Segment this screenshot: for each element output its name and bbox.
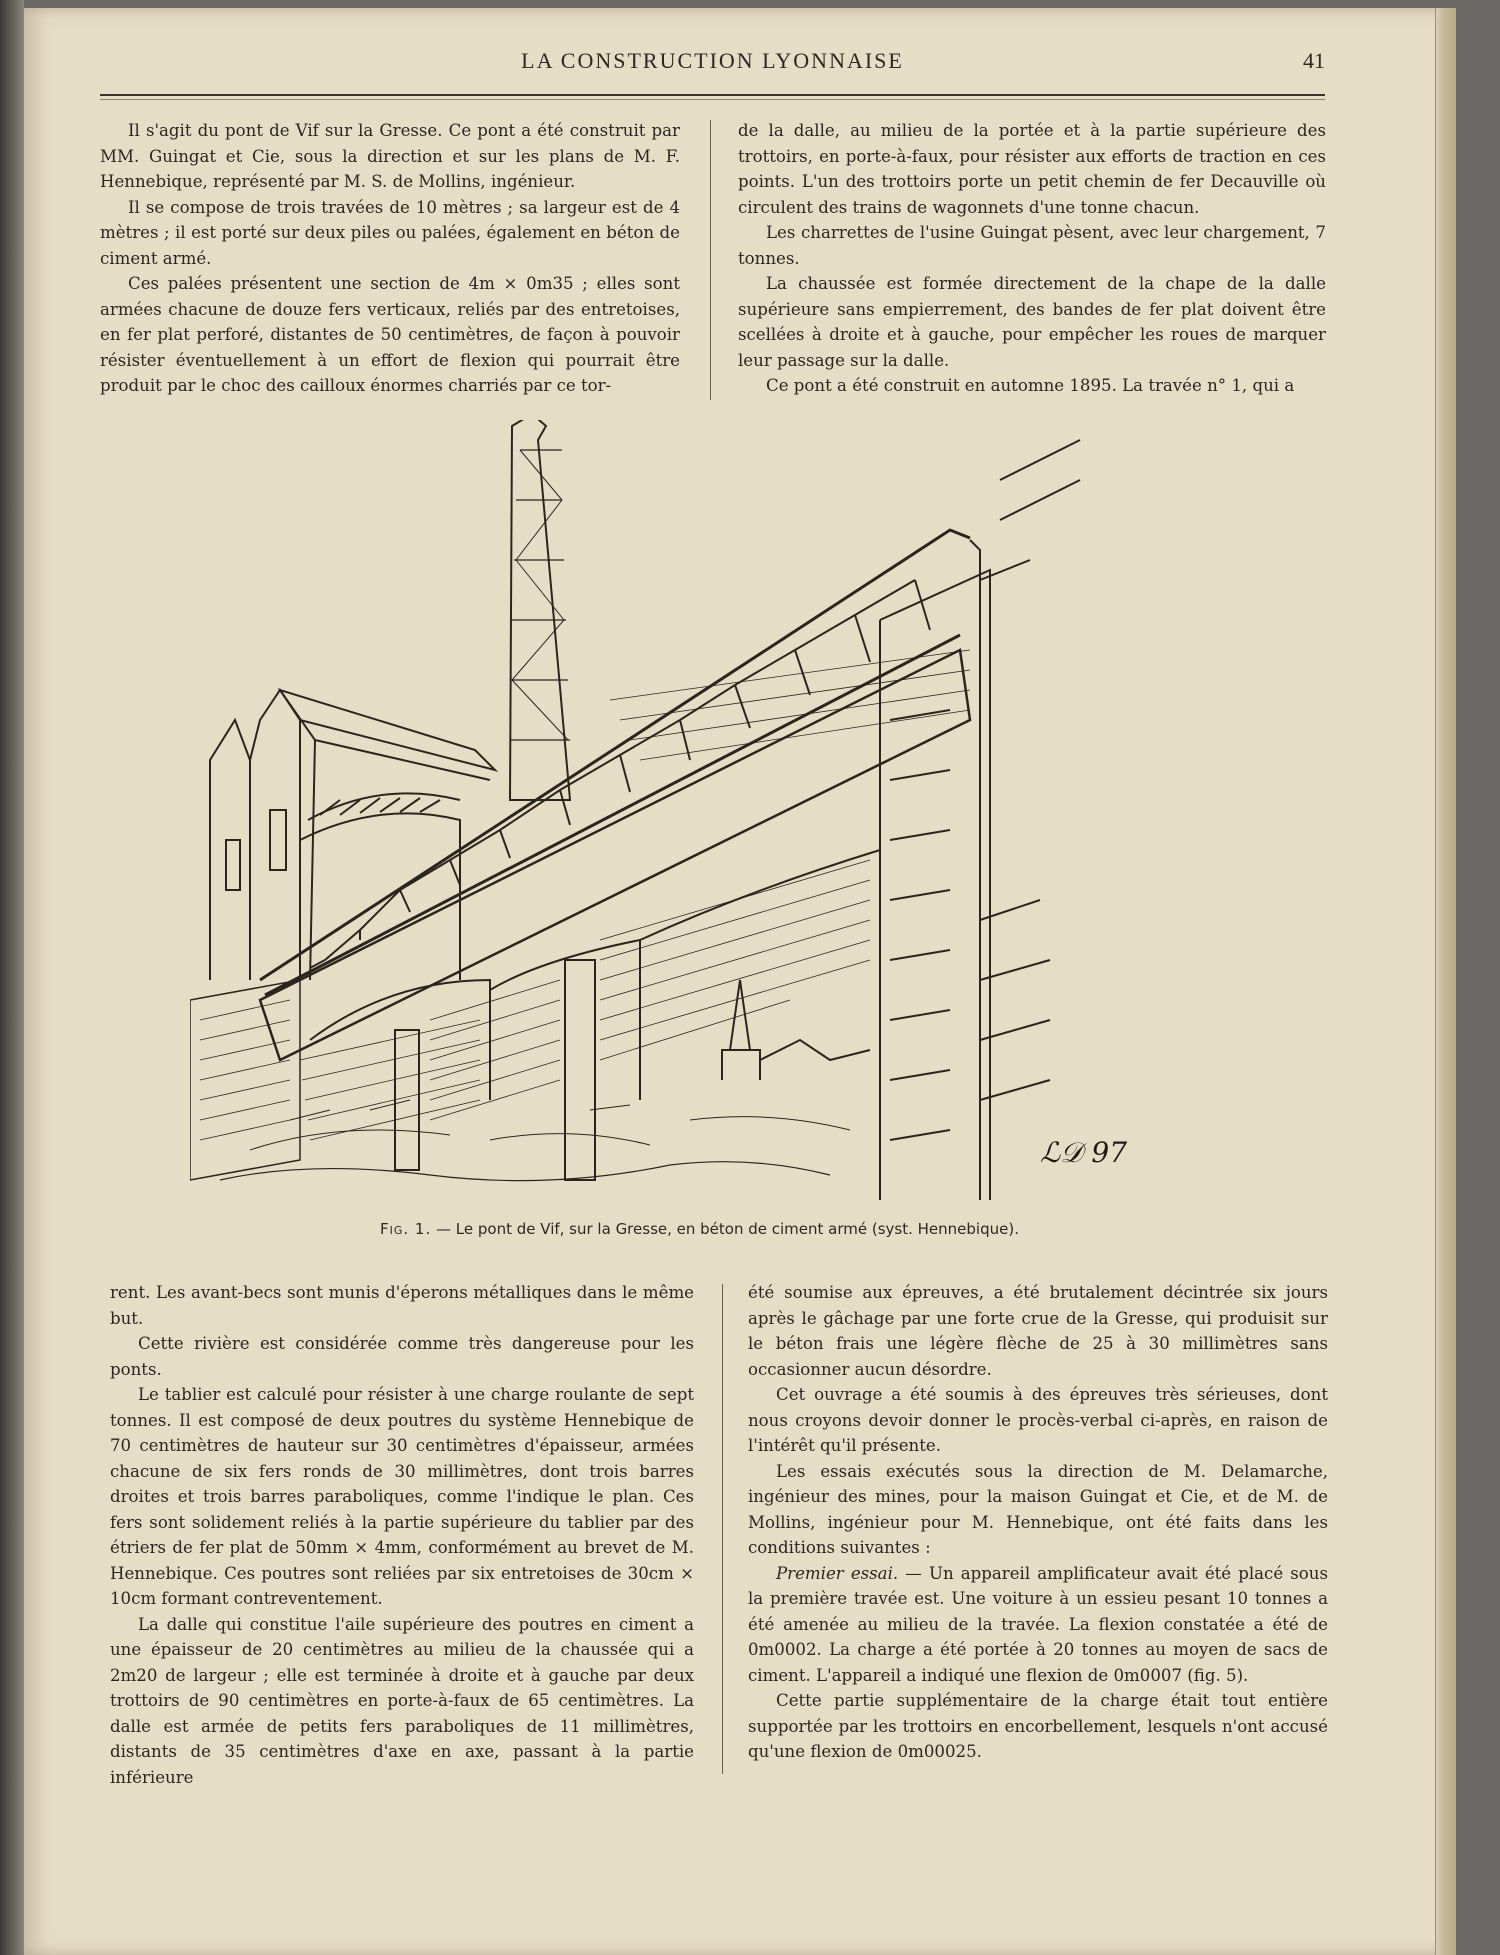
column-divider <box>722 1284 723 1774</box>
paragraph: Cette rivière est considérée comme très dangereuse pour les ponts. <box>110 1334 694 1379</box>
paragraph: La chaussée est formée directement de la chape de la dalle supérieure sans empierrement, des bandes de fer plat doivent être scellées à droite et à gauche, pour empêcher les roues de marquer leur passage sur la dalle. <box>738 274 1326 370</box>
paragraph: La dalle qui constitue l'aile supérieure des poutres en ciment a une épaisseur de 20 centimètres au milieu de la chaussée qui a 2m20 de largeur ; elle est terminée à droite et à gauche par deux trottoirs de 90 centimètres en porte-à-faux de 65 centimètres. La dalle est armée de petits fers paraboliques de 11 millimètres, distants de 35 centimètres d'axe en axe, passant à la partie inférieure <box>110 1614 694 1787</box>
paragraph: Il s'agit du pont de Vif sur la Gresse. Ce pont a été construit par MM. Guingat et Cie, sous la direction et sur les plans de M. F. Hennebique, représenté par M. S. de Mollins, ingénieur. <box>100 121 680 191</box>
column-bottom-left <box>110 1280 694 1790</box>
river-water <box>220 1162 830 1181</box>
chimney <box>510 420 570 800</box>
figure-caption-text: — Le pont de Vif, sur la Gresse, en béton de ciment armé (syst. Hennebique). <box>436 1220 1019 1238</box>
page-edge <box>1435 8 1456 1955</box>
truss-top-chord <box>260 530 970 980</box>
bridge-illustration <box>190 420 1240 1200</box>
paragraph: Les essais exécutés sous la direction de M. Delamarche, ingénieur des mines, pour la maison Guingat et Cie, et de M. de Mollins, ingénieur pour M. Hennebique, ont été faits dans les conditions suivantes : <box>748 1461 1328 1557</box>
paragraph: été soumise aux épreuves, a été brutalement décintrée six jours après le gâchage par une forte crue de la Gresse, qui produisit sur le béton frais une légère flèche de 25 à 30 millimètres sans occasionner aucun désordre. <box>748 1283 1328 1379</box>
paragraph: Le tablier est calculé pour résister à une charge roulante de sept tonnes. Il est composé de deux poutres du système Hennebique de 70 centimètres de hauteur sur 30 centimètres d'épaisseur, armées chacune de six fers ronds de 30 millimètres, dont trois barres droites et trois barres paraboliques, comme l'indique le plan. Ces fers sont solidement reliés à la partie supérieure du tablier par des étriers de fer plat de 50mm × 4mm, conformément au brevet de M. Hennebique. Ces poutres sont reliées par six entretoises de 30cm × 10cm formant contreventement. <box>110 1385 694 1608</box>
factory-gable-left <box>210 720 250 980</box>
paragraph: Ces palées présentent une section de 4m × 0m35 ; elles sont armées chacune de douze fers verticaux, reliés par des entretoises, en fer plat perforé, distantes de 50 centimètres, de façon à pouvoir résister éventuellement à un effort de flexion qui pourrait être produit par le choc des cailloux énormes charriés par ce tor- <box>100 274 680 395</box>
paragraph: Il se compose de trois travées de 10 mètres ; sa largeur est de 4 mètres ; il est porté sur deux piles ou palées, également en béton de ciment armé. <box>100 197 680 268</box>
running-title: LA CONSTRUCTION LYONNAISE <box>521 48 904 73</box>
paragraph: de la dalle, au milieu de la portée et à la partie supérieure des trottoirs, en porte-à-faux, pour résister aux efforts de traction en ces points. L'un des trottoirs porte un petit chemin de fer Decauville où circulent des trains de wagonnets d'une tonne chacun. <box>738 121 1326 217</box>
figure-label: Fig. 1. <box>380 1220 432 1238</box>
page-header <box>100 48 1325 88</box>
header-rule <box>100 94 1325 100</box>
column-divider <box>710 120 711 400</box>
column-top-left <box>100 118 680 399</box>
paragraph: Ce pont a été construit en automne 1895. La travée n° 1, qui a <box>766 376 1295 395</box>
book-gutter <box>0 0 24 1955</box>
paragraph: Cette partie supplémentaire de la charge était tout entière supportée par les trottoirs en encorbellement, lesquels n'ont accusé qu'une flexion de 0m00025. <box>748 1691 1328 1761</box>
church-spire <box>730 980 750 1050</box>
paragraph: rent. Les avant-becs sont munis d'éperons métalliques dans le même but. <box>110 1283 694 1328</box>
figure-caption <box>380 1220 1080 1238</box>
paragraph-text: — Un appareil amplificateur avait été placé sous la première travée est. Une voiture à un essieu pesant 10 tonnes a été amenée au milieu de la travée. La flexion constatée a été de 0m0002. La charge a été portée à 20 tonnes au moyen de sacs de ciment. L'appareil a indiqué une flexion de 0m0007 (fig. 5). <box>748 1563 1328 1685</box>
paragraph-premier-essai <box>748 1561 1328 1689</box>
paragraph: Cet ouvrage a été soumis à des épreuves très sérieuses, dont nous croyons devoir donner le procès-verbal ci-après, en raison de l'intérêt qu'il présente. <box>748 1385 1328 1455</box>
factory-gable <box>250 690 315 980</box>
truss-bottom-chord <box>265 635 960 995</box>
pier-left <box>395 1030 419 1170</box>
column-bottom-right <box>748 1280 1328 1765</box>
italic-lead: Premier essai. <box>776 1563 899 1583</box>
paragraph: Les charrettes de l'usine Guingat pèsent, avec leur chargement, 7 tonnes. <box>738 223 1326 268</box>
artist-signature: ℒ𝒟 97 <box>1040 1136 1128 1169</box>
pier-right <box>565 960 595 1180</box>
column-top-right <box>738 118 1326 399</box>
page-number: 41 <box>1303 48 1325 73</box>
